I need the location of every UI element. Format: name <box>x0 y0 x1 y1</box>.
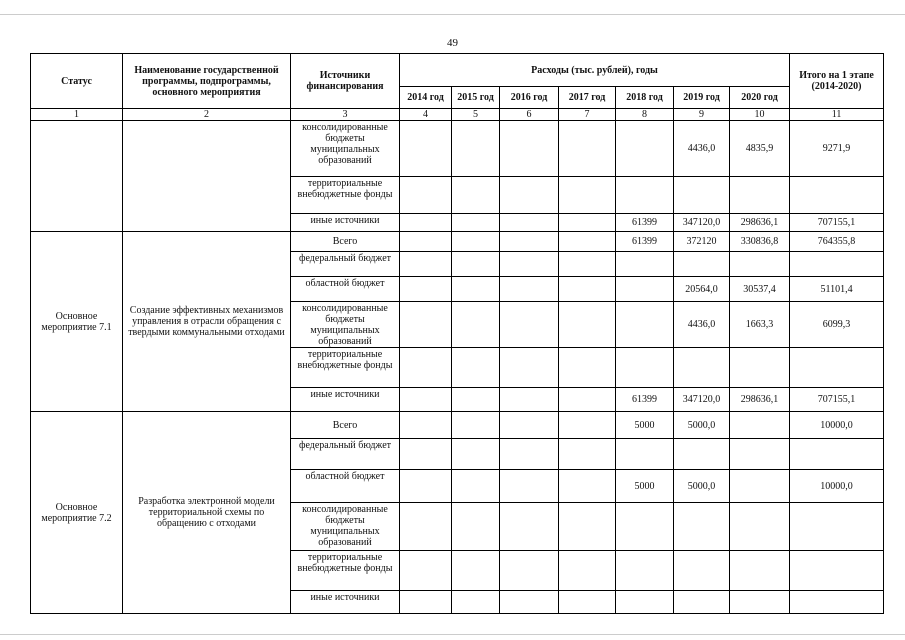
header-total: Итого на 1 этапе (2014-2020) <box>790 54 884 109</box>
column-index: 11 <box>790 109 884 121</box>
measure-name-cell <box>123 121 291 232</box>
year-value-cell <box>674 591 730 614</box>
year-value-cell <box>400 177 452 214</box>
funding-source-cell: Всего <box>291 412 400 439</box>
year-value-cell <box>616 121 674 177</box>
year-value-cell <box>559 591 616 614</box>
total-value-cell: 764355,8 <box>790 232 884 252</box>
page-number: 49 <box>447 37 458 49</box>
funding-source-cell: федеральный бюджет <box>291 439 400 470</box>
year-value-cell <box>452 214 500 232</box>
total-value-cell <box>790 551 884 591</box>
total-value-cell: 10000,0 <box>790 412 884 439</box>
year-value-cell <box>559 232 616 252</box>
total-value-cell <box>790 591 884 614</box>
year-value-cell <box>559 177 616 214</box>
year-value-cell <box>452 302 500 348</box>
funding-source-cell: иные источники <box>291 214 400 232</box>
total-value-cell: 10000,0 <box>790 470 884 503</box>
year-value-cell <box>559 252 616 277</box>
column-index: 8 <box>616 109 674 121</box>
total-value-cell: 707155,1 <box>790 214 884 232</box>
year-value-cell <box>559 412 616 439</box>
year-value-cell <box>452 348 500 388</box>
year-value-cell <box>400 470 452 503</box>
header-year: 2015 год <box>452 87 500 109</box>
total-value-cell: 6099,3 <box>790 302 884 348</box>
year-value-cell <box>500 214 559 232</box>
year-value-cell <box>616 439 674 470</box>
funding-source-cell: областной бюджет <box>291 277 400 302</box>
year-value-cell <box>452 277 500 302</box>
year-value-cell <box>500 277 559 302</box>
year-value-cell <box>400 551 452 591</box>
year-value-cell <box>500 439 559 470</box>
measure-name-cell: Создание эффективных механизмов управления в отрасли обращения с твердыми коммунальными отходами <box>123 232 291 412</box>
year-value-cell <box>730 252 790 277</box>
total-value-cell <box>790 503 884 551</box>
total-value-cell <box>790 252 884 277</box>
year-value-cell <box>400 503 452 551</box>
total-value-cell <box>790 348 884 388</box>
total-value-cell: 707155,1 <box>790 388 884 412</box>
year-value-cell <box>500 470 559 503</box>
column-index: 1 <box>31 109 123 121</box>
year-value-cell <box>452 121 500 177</box>
year-value-cell <box>674 252 730 277</box>
year-value-cell <box>730 348 790 388</box>
year-value-cell: 20564,0 <box>674 277 730 302</box>
year-value-cell: 4436,0 <box>674 121 730 177</box>
column-index-row <box>31 109 884 121</box>
year-value-cell <box>559 470 616 503</box>
column-index: 7 <box>559 109 616 121</box>
funding-source-cell: консолидированные бюджеты муниципальных образований <box>291 302 400 348</box>
year-value-cell <box>559 121 616 177</box>
scan-top-edge <box>0 14 905 15</box>
year-value-cell: 5000,0 <box>674 412 730 439</box>
status-cell: Основное мероприятие 7.1 <box>31 232 123 412</box>
year-value-cell <box>730 470 790 503</box>
header-year: 2020 год <box>730 87 790 109</box>
year-value-cell <box>500 302 559 348</box>
header-name: Наименование государственной программы, подпрограммы, основного мероприятия <box>123 54 291 109</box>
year-value-cell <box>616 177 674 214</box>
year-value-cell: 298636,1 <box>730 388 790 412</box>
expenditure-table <box>30 53 884 614</box>
header-year: 2018 год <box>616 87 674 109</box>
year-value-cell: 4835,9 <box>730 121 790 177</box>
header-year: 2016 год <box>500 87 559 109</box>
year-value-cell <box>730 591 790 614</box>
year-value-cell <box>500 348 559 388</box>
column-index: 9 <box>674 109 730 121</box>
year-value-cell <box>616 503 674 551</box>
year-value-cell <box>400 439 452 470</box>
funding-source-cell: территориальные внебюджетные фонды <box>291 551 400 591</box>
total-value-cell: 9271,9 <box>790 121 884 177</box>
year-value-cell <box>500 551 559 591</box>
year-value-cell <box>616 591 674 614</box>
funding-source-cell: консолидированные бюджеты муниципальных образований <box>291 503 400 551</box>
year-value-cell: 330836,8 <box>730 232 790 252</box>
table-row <box>31 121 884 177</box>
header-year: 2019 год <box>674 87 730 109</box>
year-value-cell <box>452 412 500 439</box>
column-index: 2 <box>123 109 291 121</box>
year-value-cell: 61399 <box>616 232 674 252</box>
year-value-cell <box>559 388 616 412</box>
year-value-cell <box>730 551 790 591</box>
year-value-cell <box>559 302 616 348</box>
year-value-cell <box>674 503 730 551</box>
year-value-cell: 30537,4 <box>730 277 790 302</box>
column-index: 5 <box>452 109 500 121</box>
year-value-cell <box>452 177 500 214</box>
year-value-cell: 61399 <box>616 214 674 232</box>
funding-source-cell: Всего <box>291 232 400 252</box>
year-value-cell <box>400 388 452 412</box>
year-value-cell <box>400 591 452 614</box>
year-value-cell <box>452 388 500 412</box>
column-index: 10 <box>730 109 790 121</box>
year-value-cell <box>400 121 452 177</box>
funding-source-cell: иные источники <box>291 388 400 412</box>
status-cell <box>31 121 123 232</box>
year-value-cell <box>452 551 500 591</box>
year-value-cell: 347120,0 <box>674 388 730 412</box>
year-value-cell: 5000,0 <box>674 470 730 503</box>
status-cell: Основное мероприятие 7.2 <box>31 412 123 614</box>
column-index: 6 <box>500 109 559 121</box>
year-value-cell <box>400 252 452 277</box>
year-value-cell <box>616 252 674 277</box>
year-value-cell <box>559 277 616 302</box>
funding-source-cell: федеральный бюджет <box>291 252 400 277</box>
funding-source-cell: консолидированные бюджеты муниципальных образований <box>291 121 400 177</box>
year-value-cell <box>452 252 500 277</box>
year-value-cell: 372120 <box>674 232 730 252</box>
table-row <box>31 232 884 252</box>
year-value-cell <box>730 439 790 470</box>
year-value-cell <box>452 439 500 470</box>
year-value-cell: 1663,3 <box>730 302 790 348</box>
year-value-cell <box>616 302 674 348</box>
year-value-cell <box>400 214 452 232</box>
year-value-cell <box>400 232 452 252</box>
year-value-cell <box>500 388 559 412</box>
header-year: 2014 год <box>400 87 452 109</box>
year-value-cell <box>500 121 559 177</box>
year-value-cell <box>452 232 500 252</box>
year-value-cell <box>674 551 730 591</box>
year-value-cell: 298636,1 <box>730 214 790 232</box>
year-value-cell <box>452 503 500 551</box>
total-value-cell: 51101,4 <box>790 277 884 302</box>
year-value-cell: 5000 <box>616 470 674 503</box>
header-year: 2017 год <box>559 87 616 109</box>
year-value-cell <box>730 503 790 551</box>
year-value-cell <box>730 412 790 439</box>
year-value-cell: 4436,0 <box>674 302 730 348</box>
funding-source-cell: территориальные внебюджетные фонды <box>291 177 400 214</box>
year-value-cell <box>559 348 616 388</box>
year-value-cell <box>400 302 452 348</box>
total-value-cell <box>790 439 884 470</box>
total-value-cell <box>790 177 884 214</box>
table-row <box>31 412 884 439</box>
header-expenses: Расходы (тыс. рублей), годы <box>400 54 790 87</box>
scan-bottom-edge <box>0 634 905 635</box>
year-value-cell <box>616 277 674 302</box>
year-value-cell <box>400 277 452 302</box>
year-value-cell <box>616 348 674 388</box>
year-value-cell <box>400 412 452 439</box>
year-value-cell <box>674 348 730 388</box>
year-value-cell <box>559 214 616 232</box>
year-value-cell <box>500 503 559 551</box>
year-value-cell <box>674 439 730 470</box>
year-value-cell <box>674 177 730 214</box>
header-status: Статус <box>31 54 123 109</box>
column-index: 3 <box>291 109 400 121</box>
year-value-cell <box>500 591 559 614</box>
funding-source-cell: областной бюджет <box>291 470 400 503</box>
funding-source-cell: территориальные внебюджетные фонды <box>291 348 400 388</box>
year-value-cell <box>559 439 616 470</box>
header-sources: Источники финансирования <box>291 54 400 109</box>
funding-source-cell: иные источники <box>291 591 400 614</box>
year-value-cell <box>500 252 559 277</box>
year-value-cell: 5000 <box>616 412 674 439</box>
year-value-cell <box>500 412 559 439</box>
year-value-cell <box>616 551 674 591</box>
year-value-cell <box>559 551 616 591</box>
year-value-cell: 347120,0 <box>674 214 730 232</box>
year-value-cell <box>500 232 559 252</box>
year-value-cell: 61399 <box>616 388 674 412</box>
year-value-cell <box>730 177 790 214</box>
measure-name-cell: Разработка электронной модели территориальной схемы по обращению с отходами <box>123 412 291 614</box>
year-value-cell <box>452 591 500 614</box>
year-value-cell <box>400 348 452 388</box>
year-value-cell <box>500 177 559 214</box>
year-value-cell <box>559 503 616 551</box>
column-index: 4 <box>400 109 452 121</box>
year-value-cell <box>452 470 500 503</box>
